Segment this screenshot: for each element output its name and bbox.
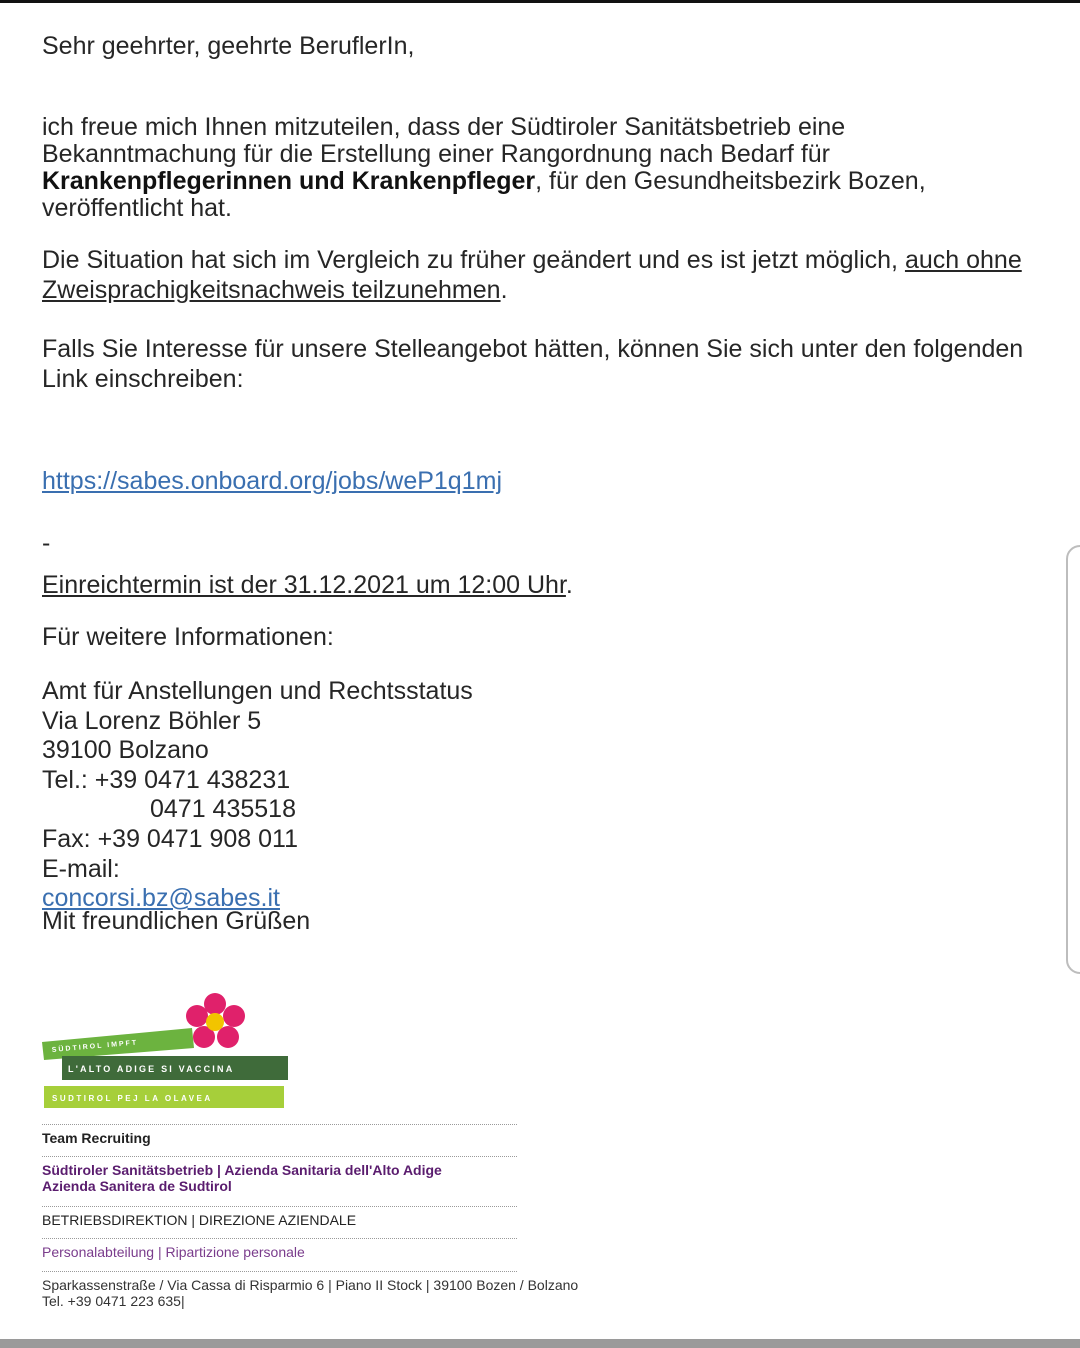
email-link[interactable]: concorsi.bz@sabes.it [42, 884, 280, 913]
phone-2: 0471 435518 [150, 795, 296, 824]
phone-1: Tel.: +39 0471 438231 [42, 765, 291, 794]
more-info-label: Für weitere Informationen: [42, 623, 334, 651]
signature-divider [42, 1238, 517, 1239]
signature-divider [42, 1206, 517, 1207]
announcement-paragraph: ich freue mich Ihnen mitzuteilen, dass der Südtiroler Sanitätsbetrieb eine Bekanntmachung für die Erstellung einer Rangordnung nach Bedarf für Krankenpflegerinnen und Krankenpfleger, für den Gesundheitsbezirk Bozen, veröffentlicht hat. [42, 113, 926, 222]
job-title: Krankenpflegerinnen und Krankenpfleger [42, 167, 536, 195]
svg-text:SUDTIROL PEJ LA OLAVEA: SUDTIROL PEJ LA OLAVEA [52, 1094, 213, 1103]
job-link[interactable]: https://sabes.onboard.org/jobs/weP1q1mj [42, 467, 502, 495]
city: 39100 Bolzano [42, 736, 209, 765]
signature-department: BETRIEBSDIREKTION | DIREZIONE AZIENDALE [42, 1212, 357, 1228]
closing: Mit freundlichen Grüßen [42, 907, 311, 935]
situation-paragraph: Die Situation hat sich im Vergleich zu früher geändert und es ist jetzt möglich, auch ohne Zweisprachigkeitsnachweis teilzunehmen. [42, 246, 1022, 304]
scrollbar-handle[interactable] [1066, 545, 1080, 974]
deadline: Einreichtermin ist der 31.12.2021 um 12:00 Uhr. [42, 571, 573, 599]
signature-personnel: Personalabteilung | Ripartizione personale [42, 1244, 305, 1260]
street: Via Lorenz Böhler 5 [42, 706, 262, 735]
email-line: E-mail: concorsi.bz@sabes.it [42, 854, 280, 913]
office-name: Amt für Anstellungen und Rechtsstatus [42, 677, 473, 705]
bottom-bar [0, 1339, 1080, 1348]
flower-icon [186, 993, 245, 1048]
signature-divider [42, 1271, 517, 1272]
interest-paragraph: Falls Sie Interesse für unsere Stelleangebot hätten, können Sie sich unter den folgenden Link einschreiben: [42, 335, 1024, 393]
top-border [0, 0, 1080, 3]
signature-divider [42, 1156, 517, 1157]
vaccination-campaign-logo [42, 990, 302, 1115]
bilingual-note: auch ohne Zweisprachigkeitsnachweis teilzunehmen [42, 246, 1022, 304]
greeting: Sehr geehrter, geehrte BeruflerIn, [42, 32, 415, 60]
signature-team: Team Recruiting [42, 1130, 151, 1146]
svg-text:SÜDTIROL IMPFT: SÜDTIROL IMPFT [51, 1039, 139, 1054]
contact-address [42, 677, 473, 914]
svg-text:L'ALTO ADIGE SI VACCINA: L'ALTO ADIGE SI VACCINA [68, 1064, 235, 1074]
dash: - [42, 529, 51, 557]
signature-organization: Südtiroler Sanitätsbetrieb | Azienda Sanitaria dell'Alto Adige Azienda Sanitera de Sudtirol [42, 1162, 442, 1194]
signature-address: Sparkassenstraße / Via Cassa di Risparmio 6 | Piano II Stock | 39100 Bozen / Bolzano Tel. +39 0471 223 635| [42, 1277, 579, 1309]
fax: Fax: +39 0471 908 011 [42, 824, 298, 853]
signature-divider [42, 1124, 517, 1125]
